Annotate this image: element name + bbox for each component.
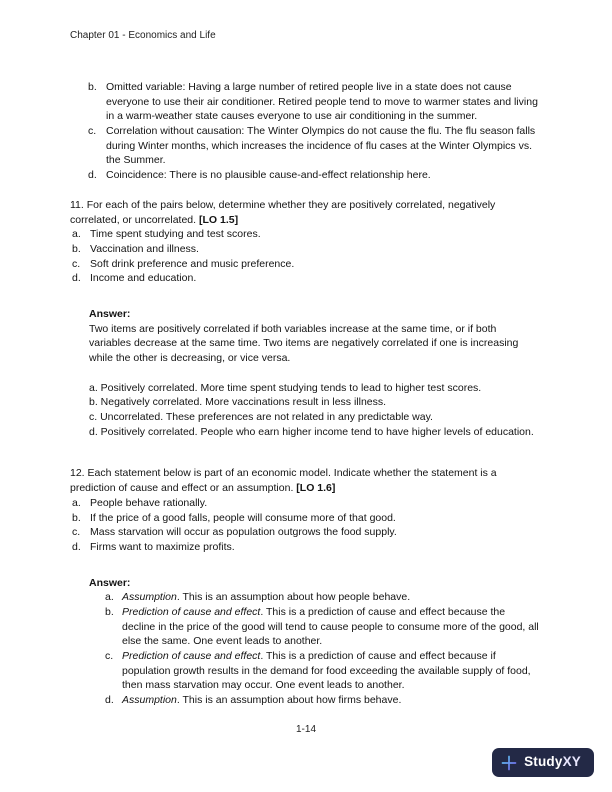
item-text: If the price of a good falls, people will consume more of that good. [90,511,396,524]
item-text: People behave rationally. [90,496,208,509]
item-text: Income and education. [90,272,197,285]
answer-rest: . This is an assumption about how people behave. [176,591,411,604]
item-label: b. [72,242,81,255]
question-11-intro [70,198,541,227]
item-text: Soft drink preference and music preference. [90,257,295,270]
item-label: c. [72,526,81,539]
answer-items [89,381,541,440]
item-text: Coincidence: There is no plausible cause-and-effect relationship here. [106,169,431,182]
brand-name-study: Study [524,754,563,770]
item-text [122,605,541,649]
question-12-items [72,496,541,555]
brand-name [524,753,581,772]
item-text: Omitted variable: Having a large number of retired people live in a state does not cause everyone to use their air conditioner. Retired people tend to move to warmer states and living in a warm-weather state causes everyone to use air conditioning in the summer. [106,81,538,123]
item-text [122,693,541,708]
answer-item [105,649,541,693]
item-label: b. [72,511,81,524]
list-item [72,242,541,257]
studyxy-badge[interactable] [492,748,594,777]
item-text: Time spent studying and test scores. [90,228,261,241]
brand-name-xy: XY [562,754,581,770]
item-text [122,649,541,693]
list-item [72,511,541,526]
page-header: Chapter 01 - Economics and Life [70,30,216,41]
answer-lead: Prediction of cause and effect [122,650,261,662]
question-12-intro [70,466,541,495]
list-item [72,540,541,555]
plus-icon [501,755,517,771]
item-label: d. [72,272,81,285]
lo-tag-1-5: [LO 1.5] [198,213,239,226]
answer-line: a. Positively correlated. More time spent studying tends to lead to higher test scores. [89,381,482,394]
item-label: a. [72,228,81,241]
item-label: c. [72,257,81,270]
answer-items [105,590,541,708]
answer-line: b. Negatively correlated. More vaccinations result in less illness. [89,396,387,409]
item-label: d. [88,169,97,182]
item-label: a. [105,591,114,604]
answer-item [105,590,541,605]
item-label: c. [105,650,114,662]
answer-line: d. Positively correlated. People who earn higher income tend to have higher levels of education. [89,425,534,438]
answer-rest: . This is a prediction of cause and effect because the decline in the price of the good will tend to cause people to consume more of the good, all else the same. One event leads to another. [122,605,539,648]
list-item [88,80,541,124]
item-label: c. [88,125,97,138]
item-label: b. [105,605,114,618]
list-item [72,227,541,242]
answer-label: Answer: [89,307,131,320]
question-11-items [72,227,541,286]
item-label: d. [72,540,81,553]
item-text [122,590,541,605]
list-item [72,496,541,511]
item-text: Vaccination and illness. [90,242,199,255]
list-item [72,271,541,286]
answer-lead: Assumption [122,694,177,707]
list-item [88,124,541,168]
list-item [88,168,541,183]
answer-lead: Prediction of cause and effect [122,605,261,618]
item-text: Correlation without causation: The Winter Olympics do not cause the flu. The flu season falls during Winter months, which increases the incidence of flu cases at the Winter Olympics vs. the Summer. [106,125,536,167]
answer-intro: Two items are positively correlated if both variables increase at the same time, or if both variables decrease at the same time. Two items are negatively correlated if one is increasing while the other is decreasing, or vice versa. [89,322,519,364]
item-text: Firms want to maximize profits. [90,540,235,553]
answer-label: Answer: [89,576,131,589]
question-12-intro-text: 12. Each statement below is part of an economic model. Indicate whether the statement is a prediction of cause and effect or an assumption. [70,467,497,495]
item-label: d. [105,694,114,707]
answer-lead: Assumption [122,591,177,604]
answer-item [105,693,541,708]
question-11-answer [89,307,541,440]
item-label: a. [72,496,81,509]
answer-item [105,605,541,649]
question-12-answer [89,576,541,708]
question-11-intro-text: 11. For each of the pairs below, determine whether they are positively correlated, negatively correlated, or uncorrelated. [70,198,496,226]
list-item [72,525,541,540]
footer-page-number: 1-14 [295,724,316,735]
answer-rest: . This is a prediction of cause and effect because if population growth results in the demand for food exceeding the available supply of food, then mass starvation may occur. One event leads to another. [122,650,531,692]
lo-tag-1-6: [LO 1.6] [296,482,336,495]
document-content [70,80,541,708]
answer-line: c. Uncorrelated. These preferences are not related in any predictable way. [89,411,433,424]
item-text: Mass starvation will occur as population outgrows the food supply. [90,526,397,539]
item-label: b. [88,81,97,93]
list-item [72,257,541,272]
answer-rest: . This is an assumption about how firms behave. [176,694,402,707]
question-10-items [88,80,541,183]
